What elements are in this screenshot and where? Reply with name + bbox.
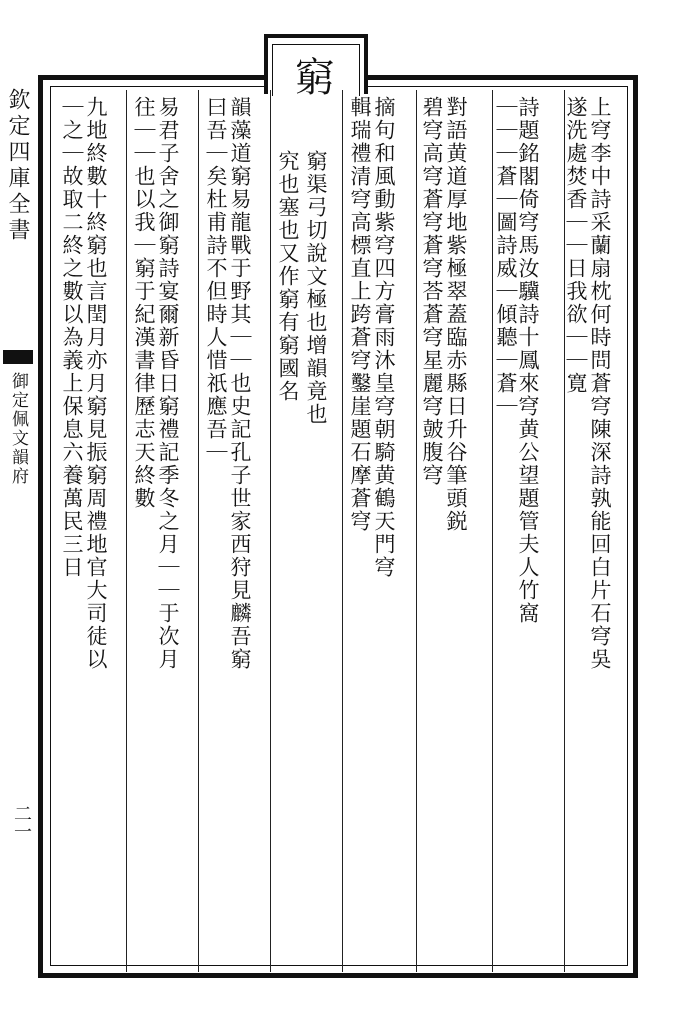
text-column: 窮渠弓切說文極也增韻竟也 bbox=[304, 150, 328, 426]
margin-page-number: 二一 bbox=[11, 804, 32, 840]
tab-word: 窮 bbox=[288, 56, 334, 96]
text-column: 究也塞也又作窮有窮國名 bbox=[276, 150, 300, 403]
text-column: 上穹李中詩采蘭扇枕何時問蒼穹陳深詩孰能回白片石穹吳 bbox=[588, 96, 612, 671]
margin-title bbox=[2, 88, 32, 978]
column-rule bbox=[416, 90, 417, 972]
column-rule bbox=[270, 90, 271, 972]
text-column: 往｜｜也以我｜窮于紀漢書律歷志天終數 bbox=[132, 96, 156, 510]
text-column: ｜｜｜蒼｜圖詩威｜傾聽｜蒼｜ bbox=[494, 96, 518, 418]
column-rule bbox=[492, 90, 493, 972]
column-rule bbox=[198, 90, 199, 972]
text-column: 碧穹高穹蒼穹蒼穹荅蒼穹星麗穹皷腹穹 bbox=[420, 96, 444, 487]
text-column: 易君子舍之御窮詩宴爾新昏日窮禮記季冬之月｜｜于次月 bbox=[156, 96, 180, 671]
text-column: 遂洗處焚香｜｜日我欲｜｜寛 bbox=[564, 96, 588, 395]
text-column: 曰吾｜矣杜甫詩不但時人惜祇應吾｜ bbox=[204, 96, 228, 464]
column-rule bbox=[342, 90, 343, 972]
text-column: 九地終數十終窮也言閏月亦月窮見振窮周禮地官大司徒以 bbox=[84, 96, 108, 671]
text-column: 對語黄道厚地紫極翠蓋臨赤縣日升谷筆頭鋭 bbox=[444, 96, 468, 533]
margin-subtitle: 御定佩文韻府 bbox=[8, 372, 28, 486]
text-column: 輯瑞禮清穹高標直上跨蒼穹鑿崖題石摩蒼穹 bbox=[348, 96, 372, 533]
text-column: ｜之｜故取二終之數以為義上保息六養萬民三日 bbox=[60, 96, 84, 579]
text-column: 韻藻道窮易龍戰于野其｜｜也史記孔子世家西狩見麟吾窮 bbox=[228, 96, 252, 671]
text-column: 摘句和風動紫穹四方膏雨沐皇穹朝騎黄鶴天門穹 bbox=[372, 96, 396, 579]
text-column: 詩題銘閣倚穹馬汝驥詩十鳳來穹黄公望題管夫人竹窩 bbox=[516, 96, 540, 625]
column-rule bbox=[126, 90, 127, 972]
margin-title-text: 欽定四庫全書 bbox=[5, 88, 30, 244]
fishtail-bar bbox=[3, 350, 33, 364]
